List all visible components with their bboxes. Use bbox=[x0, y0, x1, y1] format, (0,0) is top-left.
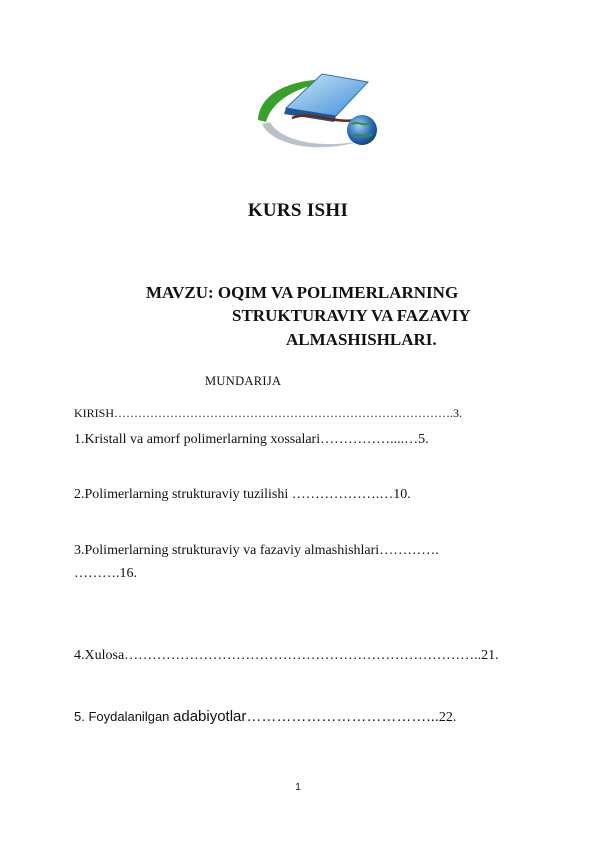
contents-heading: MUNDARIJA bbox=[205, 374, 282, 388]
page-number: 1 bbox=[295, 782, 301, 793]
topic-line-1: MAVZU: OQIM VA POLIMERLARNING bbox=[146, 283, 459, 302]
toc-item-5-leader: ………………………………... bbox=[246, 708, 439, 725]
toc-item-5-page: 22. bbox=[438, 710, 457, 725]
toc-item-4: 4.Xulosa…………………………………………………………………..21. bbox=[74, 648, 499, 663]
toc-item-2: 2.Polimerlarning strukturaviy tuzilishi ……………….…10. bbox=[74, 487, 411, 502]
toc-item-kirish: KIRISH………………………………………………………………………….3. bbox=[74, 406, 463, 420]
toc-item-3: 3.Polimerlarning strukturaviy va fazaviy almashishlari…………. bbox=[74, 543, 439, 558]
toc-item-1: 1.Kristall va amorf polimerlarning xossalari……………....…5. bbox=[74, 432, 429, 447]
topic-line-2: STRUKTURAVIY VA FAZAVIY bbox=[232, 306, 471, 325]
toc-item-3-continuation: ……….16. bbox=[74, 566, 137, 581]
document-title: KURS ISHI bbox=[247, 200, 349, 221]
toc-item-5-prefix: 5. Foydalanilgan bbox=[74, 709, 174, 724]
toc-item-5-word: adabiyotlar bbox=[173, 708, 247, 725]
topic-line-3: ALMASHISHLARI. bbox=[286, 330, 437, 349]
book-globe-logo-icon bbox=[252, 58, 392, 158]
toc-item-5 bbox=[74, 708, 456, 726]
